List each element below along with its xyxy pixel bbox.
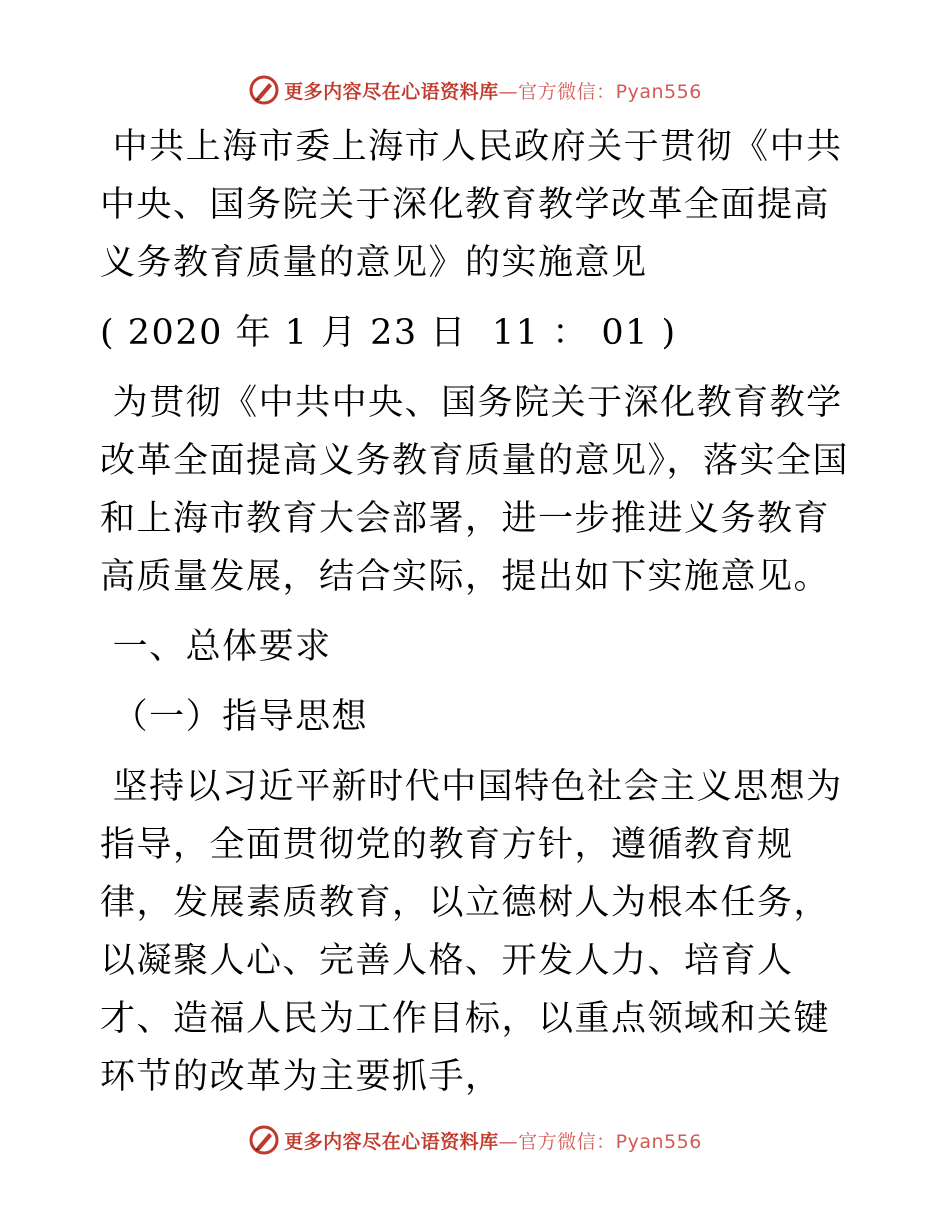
document-date: ( 2020 年 1 月 23 日 11 ： 01 ): [100, 313, 677, 353]
pen-logo-icon: [248, 74, 280, 106]
body-paragraph: 坚持以习近平新时代中国特色社会主义思想为指导，全面贯彻党的教育方针，遵循教育规律，发展素质教育，以立德树人为根本任务，以凝聚人心、完善人格、开发人力、培育人才、造福人民为工作目标，以重点领域和关键环节的改革为主要抓手，: [100, 767, 843, 1097]
section-heading: 一、总体要求: [100, 627, 332, 667]
intro-paragraph: 为贯彻《中共中央、国务院关于深化教育教学改革全面提高义务教育质量的意见》，落实全国和上海市教育大会部署，进一步推进义务教育高质量发展，结合实际，提出如下实施意见。: [100, 383, 850, 597]
footer-watermark-banner: [0, 1122, 950, 1158]
document-title: 中共上海市委上海市人民政府关于贯彻《中共中央、国务院关于深化教育教学改革全面提高义务教育质量的意见》的实施意见: [100, 127, 843, 283]
banner-wechat-text: —官方微信：Pyan556: [498, 80, 702, 103]
document-body: [100, 118, 860, 1106]
pen-logo-icon: [248, 1124, 280, 1156]
banner-main-text: 更多内容尽在心语资料库: [284, 80, 499, 103]
header-watermark-banner: [0, 72, 950, 108]
banner-main-text: 更多内容尽在心语资料库: [284, 1130, 499, 1153]
subsection-heading: （一）指导思想: [100, 697, 369, 737]
banner-wechat-text: —官方微信：Pyan556: [498, 1130, 702, 1153]
